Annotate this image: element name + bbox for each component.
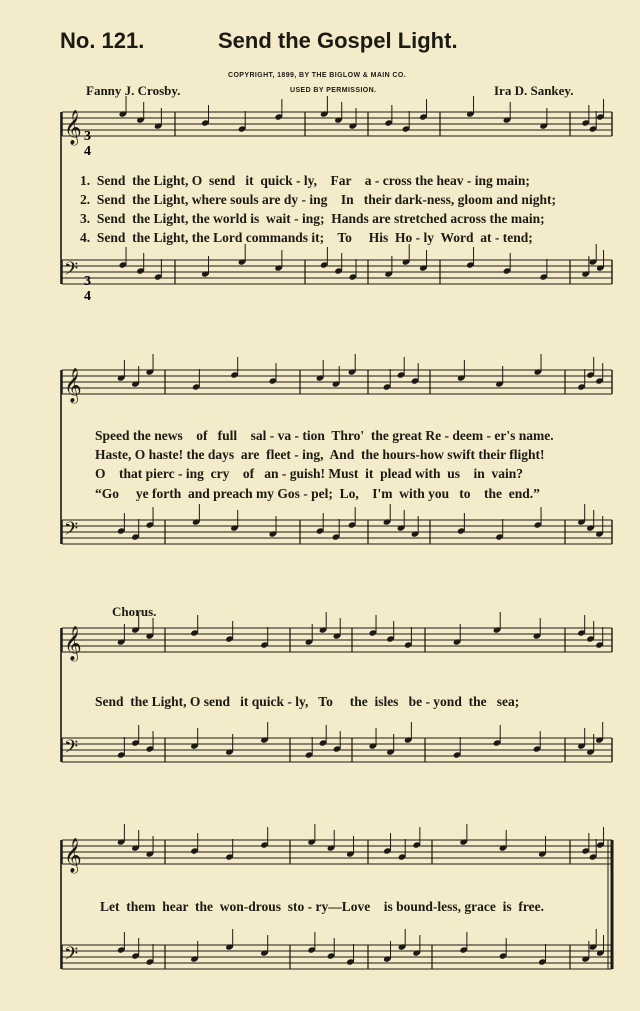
bass-clef-icon: 𝄢 [64,519,79,544]
bass-clef-icon: 𝄢 [64,259,79,284]
time-sig-top-bass: 3 [84,274,91,289]
treble-clef-icon: 𝄞 [64,368,82,403]
lyricist-credit: Fanny J. Crosby. [86,83,181,98]
chorus-line-1: Send the Light, O send it quick - ly, To the isles be - yond the sea; [95,694,520,709]
treble-clef-icon: 𝄞 [64,838,82,873]
copyright-notice: COPYRIGHT, 1899, BY THE BIGLOW & MAIN CO. [228,72,407,79]
chorus-line-2: Let them hear the won-drous sto - ry—Love is bound-less, grace is free. [100,899,544,914]
bass-clef-icon: 𝄢 [64,737,79,762]
treble-clef-icon: 𝄞 [64,626,82,661]
verse-2-line-b: Haste, O haste! the days are fleet - ing, And the hours-how swift their flight! [95,447,545,462]
verse-3-line-a: 3. Send the Light, the world is wait - ing; Hands are stretched across the main; [80,211,545,226]
chorus-label: Chorus. [112,604,157,619]
verse-4-line-b: “Go ye forth and preach my Gos - pel; Lo, I'm with you to the end.” [95,486,540,501]
hymn-title: Send the Gospel Light. [218,28,458,53]
time-sig-bottom-treble: 4 [84,144,91,159]
verse-1-line-a: 1. Send the Light, O send it quick - ly, Far a - cross the heav - ing main; [80,173,530,188]
treble-clef-icon: 𝄞 [64,110,82,145]
bass-clef-icon: 𝄢 [64,944,79,969]
verse-3-line-b: O that pierc - ing cry of an - guish! Must it plead with us in vain? [95,466,524,481]
verse-2-line-a: 2. Send the Light, where souls are dy - ing In their dark-ness, gloom and night; [80,192,556,207]
hymn-number: No. 121. [60,28,145,53]
time-sig-top-treble: 3 [84,129,91,144]
composer-credit: Ira D. Sankey. [494,83,574,98]
verse-1-line-b: Speed the news of full sal - va - tion Thro' the great Re - deem - er's name. [95,428,554,443]
time-sig-bottom-bass: 4 [84,289,91,304]
permission-notice: USED BY PERMISSION. [290,87,377,94]
verse-4-line-a: 4. Send the Light, the Lord commands it; To His Ho - ly Word at - tend; [80,230,533,245]
